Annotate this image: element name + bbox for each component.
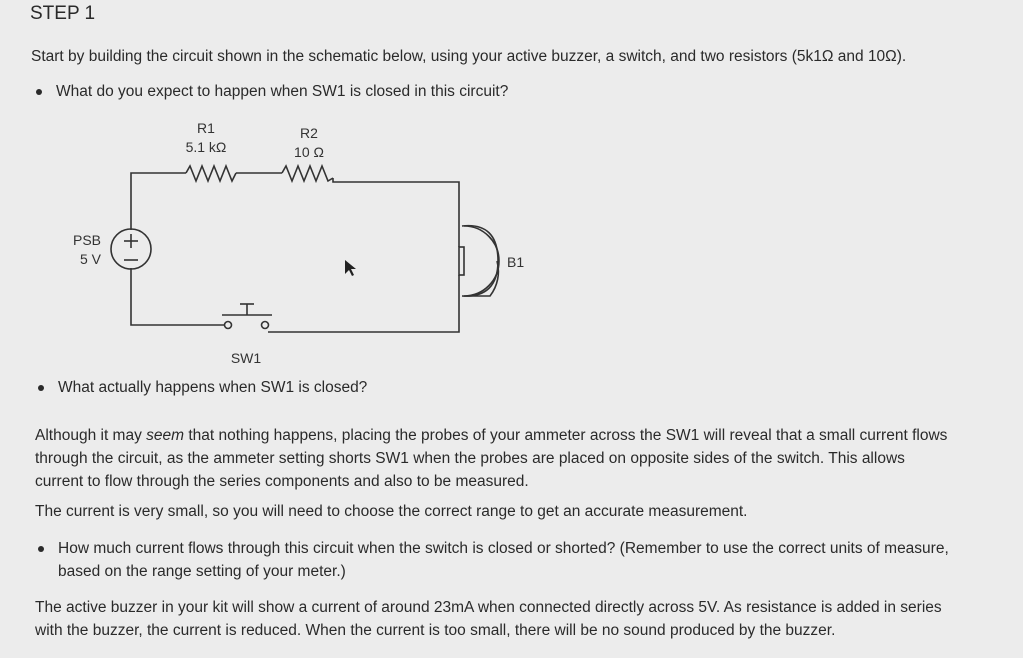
bullet-icon bbox=[38, 546, 44, 552]
resistor-r1-symbol bbox=[186, 166, 236, 181]
switch-contact-right bbox=[262, 322, 269, 329]
buzzer-body bbox=[464, 226, 499, 296]
buzzer-shell bbox=[462, 226, 498, 296]
buzzer-line-2: with the buzzer, the current is reduced. When the current is too small, there will be no sound produced by the buzzer. bbox=[35, 622, 836, 639]
question-actual-text: What actually happens when SW1 is closed? bbox=[58, 379, 368, 396]
question-current-line-2: based on the range setting of your meter.) bbox=[58, 563, 346, 580]
question-current-line-1: How much current flows through this circuit when the switch is closed or shorted? (Remember to use the correct units of measure, bbox=[38, 537, 949, 560]
r2-value: 10 Ω bbox=[294, 144, 324, 160]
wire-bottom-right bbox=[268, 275, 459, 332]
question-current bbox=[38, 537, 949, 583]
buzzer-paragraph bbox=[35, 596, 942, 642]
cursor-arrow-icon bbox=[345, 260, 356, 276]
explanation-line-3: current to flow through the series components and also to be measured. bbox=[35, 473, 529, 490]
psu-value: 5 V bbox=[79, 251, 101, 267]
switch-label: SW1 bbox=[230, 350, 262, 366]
question-expect-text: What do you expect to happen when SW1 is closed in this circuit? bbox=[56, 83, 509, 100]
psu-label: PSB bbox=[72, 232, 101, 248]
question-actual bbox=[38, 379, 367, 397]
explanation-line-2: through the circuit, as the ammeter setting shorts SW1 when the probes are placed on opposite sides of the switch. This allows bbox=[35, 450, 905, 467]
buzzer-line-1: The active buzzer in your kit will show a current of around 23mA when connected directly across 5V. As resistance is added in series bbox=[35, 599, 942, 616]
r2-label: R2 bbox=[300, 125, 318, 141]
resistor-r2-symbol bbox=[282, 166, 333, 181]
step-heading: STEP 1 bbox=[30, 3, 96, 24]
r1-value: 5.1 kΩ bbox=[185, 139, 227, 155]
range-paragraph: The current is very small, so you will need to choose the correct range to get an accurate measurement. bbox=[35, 503, 748, 520]
explanation-line-1: Although it may seem that nothing happens, placing the probes of your ammeter across the SW1 will reveal that a small current flows bbox=[35, 427, 948, 444]
bullet-icon bbox=[38, 385, 44, 391]
switch-contact-left bbox=[225, 322, 232, 329]
buzzer-label: B1 bbox=[507, 254, 525, 270]
intro-paragraph: Start by building the circuit shown in the schematic below, using your active buzzer, a switch, and two resistors (5k1Ω and 10Ω). bbox=[31, 48, 907, 65]
r1-label: R1 bbox=[197, 120, 215, 136]
wire-bottom-left bbox=[131, 268, 224, 325]
wire-top-left bbox=[131, 173, 186, 230]
explanation-paragraph bbox=[35, 424, 947, 493]
wire-top-right bbox=[333, 178, 459, 247]
buzzer-terminal bbox=[459, 247, 464, 275]
